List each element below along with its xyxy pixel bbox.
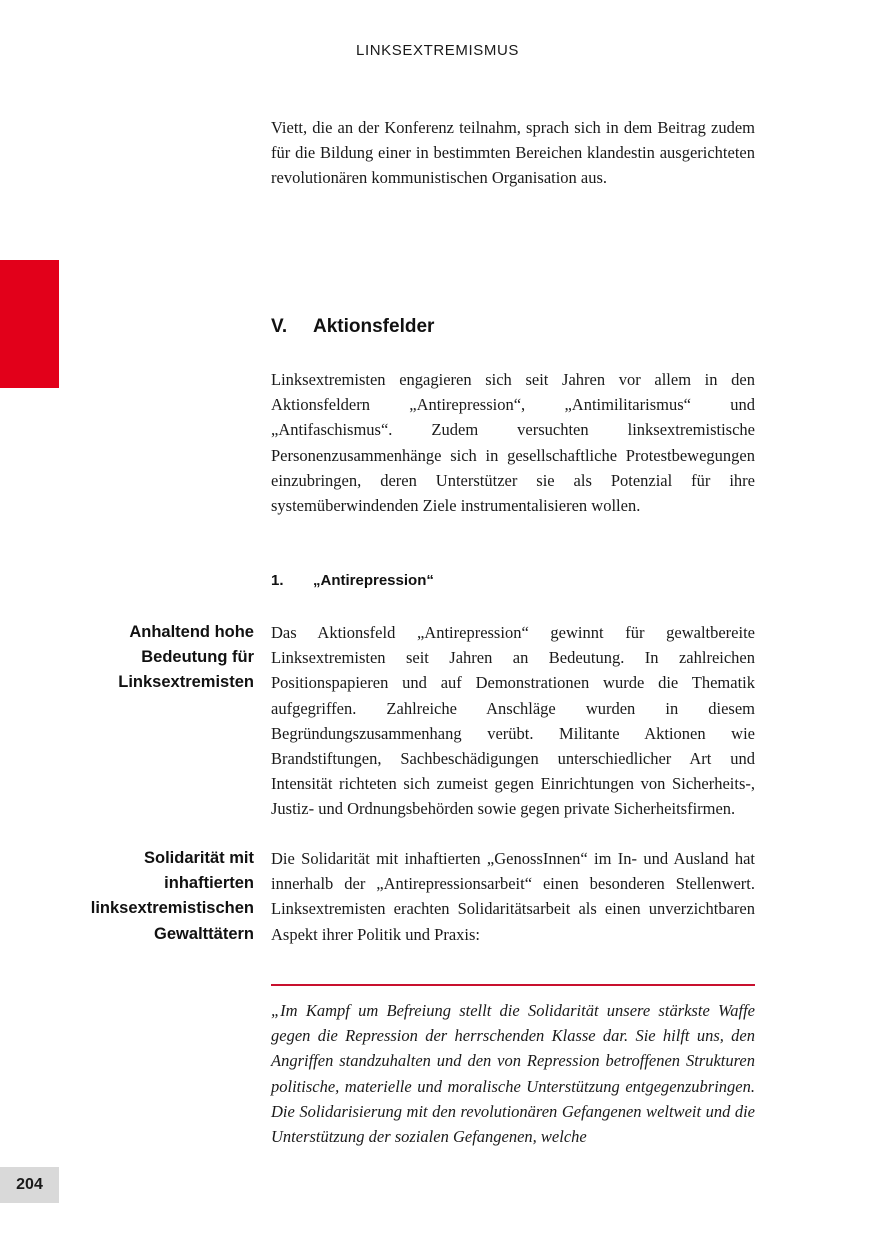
page-number: 204 bbox=[0, 1167, 59, 1203]
intro-paragraph: Viett, die an der Konferenz teilnahm, sprach sich in dem Beitrag zudem für die Bildung einer in bestimmten Bereichen klandestin ausgerichteten revolutionären kommunistischen Organisation aus. bbox=[271, 118, 755, 188]
chapter-marker-tab bbox=[0, 260, 59, 388]
subsection-heading bbox=[271, 572, 434, 589]
section-title: Aktionsfelder bbox=[313, 316, 435, 337]
margin-note-bedeutung: Anhaltend hohe Bedeutung für Linksextremisten bbox=[118, 623, 254, 692]
paragraph-antirepression: Das Aktionsfeld „Antirepression“ gewinnt für gewaltbereite Linksextremisten seit Jahren an Bedeutung. In zahlreichen Positionspapieren und auf Demonstrationen wurde die Thematik aufgegriffen. Zahlreiche Anschläge wurden in diesem Begründungszusammenhang verübt. Militante Aktionen wie Brandstiftungen, Sachbeschädigungen unterschiedlicher Art und Intensität richteten sich zumeist gegen Einrichtungen von Sicherheits-, Justiz- und Ordnungsbehörden sowie gegen private Sicherheitsfirmen. bbox=[271, 623, 755, 819]
section-number: V. bbox=[271, 316, 288, 337]
subsection-number: 1. bbox=[271, 572, 284, 589]
section-heading bbox=[271, 316, 434, 338]
section-paragraph: Linksextremisten engagieren sich seit Jahren vor allem in den Aktionsfeldern „Antirepression“, „Antimilitarismus“ und „Antifaschismus“. Zudem versuchten linksextremistische Personenzusammenhänge sich in gesellschaftliche Protestbewegungen einzubringen, deren Unterstützer sie als Potenzial für ihre systemüberwindenden Ziele instrumentalisieren wollen. bbox=[271, 370, 755, 516]
quote-divider bbox=[271, 984, 755, 986]
subsection-title: „Antirepression“ bbox=[313, 572, 434, 589]
margin-note-solidaritaet: Solidarität mit inhaftierten linksextremistischen Gewalttätern bbox=[90, 849, 254, 943]
running-head: LINKSEXTREMISMUS bbox=[356, 42, 519, 59]
block-quote: „Im Kampf um Befreiung stellt die Solidarität unsere stärkste Waffe gegen die Repression der herrschenden Klasse dar. Sie hilft uns, den Angriffen standzuhalten und den von Repression betroffenen Strukturen politische, materielle und moralische Unterstützung entgegenzubringen. Die Solidarisierung mit den revolutionären Gefangenen weltweit und die Unterstützung der sozialen Gefangenen, welche bbox=[271, 1001, 755, 1147]
paragraph-solidaritaet: Die Solidarität mit inhaftierten „GenossInnen“ im In- und Ausland hat innerhalb der „Antirepressionsarbeit“ einen besonderen Stellenwert. Linksextremisten erachten Solidaritätsarbeit als einen unverzichtbaren Aspekt ihrer Politik und Praxis: bbox=[271, 849, 755, 944]
